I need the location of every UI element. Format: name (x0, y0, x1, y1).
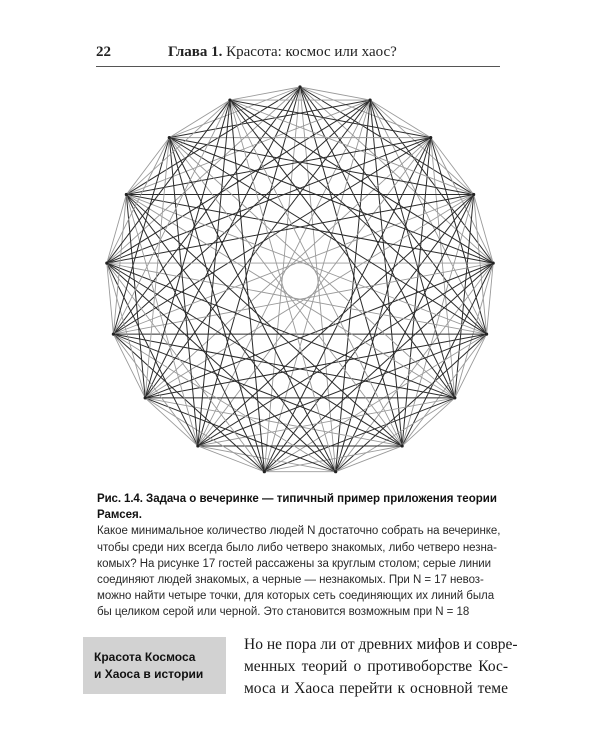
black-edge (107, 263, 336, 472)
graph-vertex (105, 262, 108, 265)
black-edge (126, 195, 335, 472)
gray-edge (113, 195, 473, 335)
caption-line: соединяют людей знакомых, а черные — незнакомых. При N = 17 невоз- (97, 574, 484, 587)
page-number: 22 (96, 44, 111, 60)
body-paragraph (244, 634, 518, 700)
caption-body (97, 523, 505, 620)
figure-caption (97, 491, 505, 621)
caption-line: комых? На рисунке 17 гостей рассажены за круглым столом; серые линии (97, 557, 492, 570)
caption-line: можно найти четыре точки, для которых сеть соединяющих их линий была (97, 590, 495, 603)
section-sidebox (83, 637, 226, 694)
graph-vertex (298, 85, 301, 88)
caption-line: бы целиком серой или черной. Это становится возможным при N = 18 (97, 606, 470, 619)
gray-edge (230, 100, 402, 446)
graph-vertex (453, 396, 456, 399)
black-edge (264, 138, 430, 472)
caption-heading: Задача о вечеринке — типичный пример приложения теории Рамсея. (97, 493, 497, 522)
caption-title (97, 491, 505, 523)
gray-edge (264, 87, 300, 472)
graph-vertex (485, 332, 488, 335)
graph-vertex (125, 193, 128, 196)
running-title (168, 44, 397, 61)
black-edge (107, 263, 455, 398)
black-edge (107, 100, 230, 263)
graph-vertex (401, 444, 404, 447)
black-edge (370, 100, 402, 446)
chapter-label: Глава 1. (168, 44, 223, 60)
graph-vertex (472, 193, 475, 196)
graph-vertex (168, 136, 171, 139)
gray-edge (230, 100, 474, 194)
sidebox-line-1: Красота Космоса (94, 650, 196, 664)
black-edge (198, 100, 230, 446)
body-line: менных теорий о противоборстве Кос- (244, 658, 508, 675)
gray-edge (300, 87, 336, 472)
black-edge (230, 100, 455, 398)
black-edge (370, 100, 493, 263)
gray-edge (370, 100, 487, 334)
chapter-title: Красота: космос или хаос? (226, 44, 397, 60)
graph-vertex (112, 332, 115, 335)
ramsey-graph-icon (102, 83, 498, 479)
gray-edge (370, 100, 474, 194)
black-edge (145, 100, 370, 398)
gray-edge (402, 398, 455, 446)
gray-edge (431, 138, 455, 398)
graph-vertex (429, 136, 432, 139)
body-line: Но не пора ли от древних мифов и совре- (244, 636, 518, 653)
sidebox-line-2: и Хаоса в истории (94, 667, 204, 681)
black-edge (336, 334, 487, 472)
header-rule (96, 66, 500, 67)
black-edge (300, 87, 455, 398)
graph-vertex (263, 470, 266, 473)
gray-edge (145, 398, 198, 446)
caption-line: чтобы среди них всегда было либо четверо знакомых, либо четверо незна- (97, 541, 497, 554)
black-edge (230, 100, 487, 334)
black-edge (145, 263, 493, 398)
black-edge (169, 138, 335, 472)
graph-vertex (492, 262, 495, 265)
graph-vertex (196, 444, 199, 447)
graph-vertex (228, 99, 231, 102)
black-edge (264, 195, 473, 472)
black-edge (264, 263, 493, 472)
black-edge (145, 87, 300, 398)
black-edge (113, 334, 264, 472)
graph-vertex (144, 396, 147, 399)
body-line: моса и Хаоса перейти к основной теме (244, 680, 508, 697)
gray-edge (126, 100, 370, 194)
black-edge (113, 100, 370, 334)
graph-vertex (334, 470, 337, 473)
gray-edge (126, 195, 486, 335)
gray-edge (113, 100, 230, 334)
gray-edge (145, 138, 169, 398)
gray-edge (198, 100, 370, 446)
caption-line: Какое минимальное количество людей N достаточно собрать на вечеринке, (97, 525, 501, 538)
gray-edge (126, 100, 230, 194)
graph-vertex (368, 99, 371, 102)
caption-label: Рис. 1.4. (97, 493, 143, 505)
ramsey-graph-figure (102, 83, 498, 484)
